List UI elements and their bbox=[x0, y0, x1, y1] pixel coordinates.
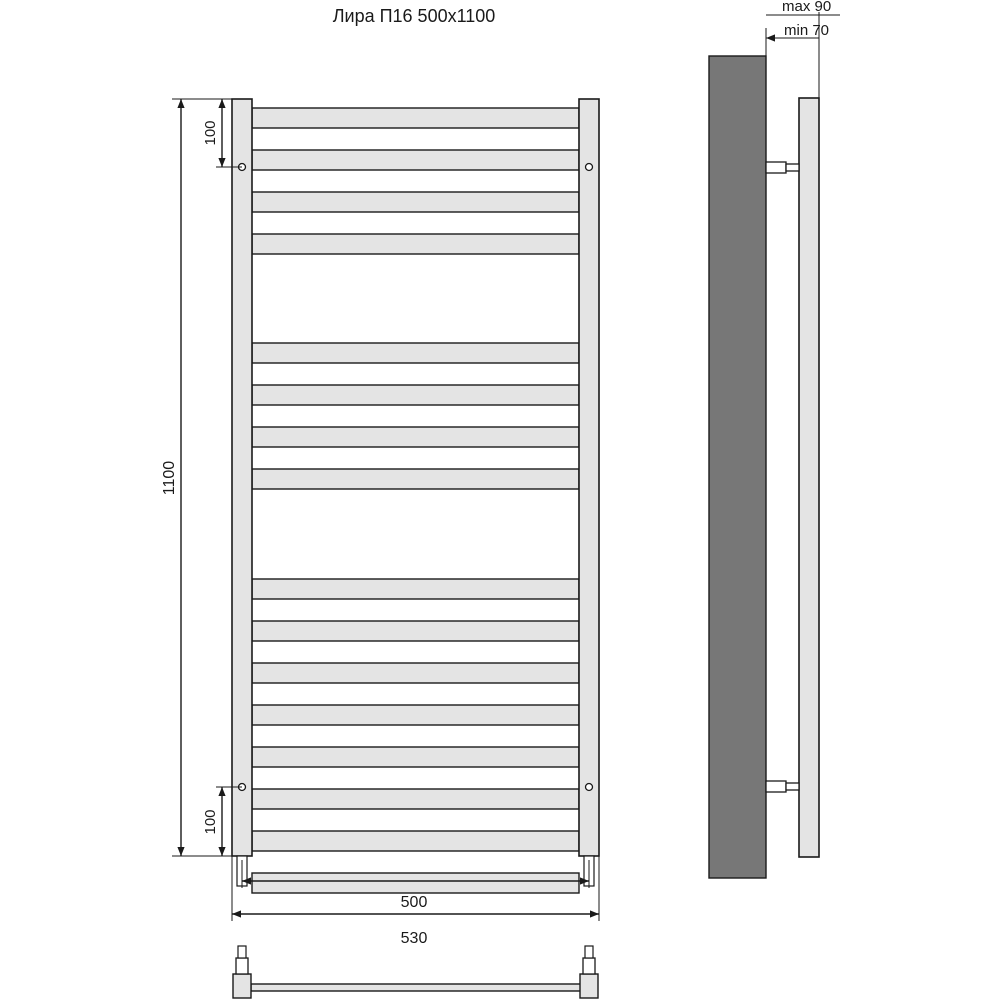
plan-right-pipe bbox=[580, 974, 598, 998]
wall-section bbox=[709, 56, 766, 878]
mount-hole-bottom-right bbox=[586, 784, 593, 791]
rung-9 bbox=[252, 579, 579, 599]
rung-16 bbox=[252, 873, 579, 893]
rung-11 bbox=[252, 663, 579, 683]
rung-15 bbox=[252, 831, 579, 851]
bracket-top-rod bbox=[786, 164, 799, 171]
drawing-title: Лира П16 500х1100 bbox=[332, 6, 496, 26]
height-dimension-label: 1100 bbox=[161, 460, 178, 496]
center-width-label: 500 bbox=[400, 894, 428, 911]
plan-rung bbox=[251, 984, 583, 991]
top-down-view bbox=[233, 946, 598, 998]
bottom-spacing-label: 100 bbox=[202, 809, 219, 835]
rung-4 bbox=[252, 234, 579, 254]
plan-right-fitting bbox=[583, 958, 595, 974]
bracket-bottom bbox=[766, 781, 786, 792]
rung-2 bbox=[252, 150, 579, 170]
rung-3 bbox=[252, 192, 579, 212]
side-view bbox=[709, 0, 840, 878]
left-vertical-pipe bbox=[232, 99, 252, 856]
rung-1 bbox=[252, 108, 579, 128]
bracket-top bbox=[766, 162, 786, 173]
max-distance-label: max 90 bbox=[782, 0, 832, 15]
side-vertical-pipe bbox=[799, 98, 819, 857]
height-dimension bbox=[161, 99, 232, 856]
rung-14 bbox=[252, 789, 579, 809]
min-distance-label: min 70 bbox=[784, 22, 830, 39]
rung-13 bbox=[252, 747, 579, 767]
rung-8 bbox=[252, 469, 579, 489]
plan-left-pipe bbox=[233, 974, 251, 998]
mount-hole-top-right bbox=[586, 164, 593, 171]
plan-left-nipple bbox=[238, 946, 246, 958]
rungs-group bbox=[252, 108, 579, 893]
bracket-bottom-rod bbox=[786, 783, 799, 790]
top-spacing-label: 100 bbox=[202, 120, 219, 146]
front-view bbox=[232, 99, 599, 893]
plan-right-nipple bbox=[585, 946, 593, 958]
rung-7 bbox=[252, 427, 579, 447]
right-vertical-pipe bbox=[579, 99, 599, 856]
rung-6 bbox=[252, 385, 579, 405]
rung-10 bbox=[252, 621, 579, 641]
plan-left-fitting bbox=[236, 958, 248, 974]
rung-5 bbox=[252, 343, 579, 363]
rung-12 bbox=[252, 705, 579, 725]
overall-width-label: 530 bbox=[400, 930, 428, 947]
